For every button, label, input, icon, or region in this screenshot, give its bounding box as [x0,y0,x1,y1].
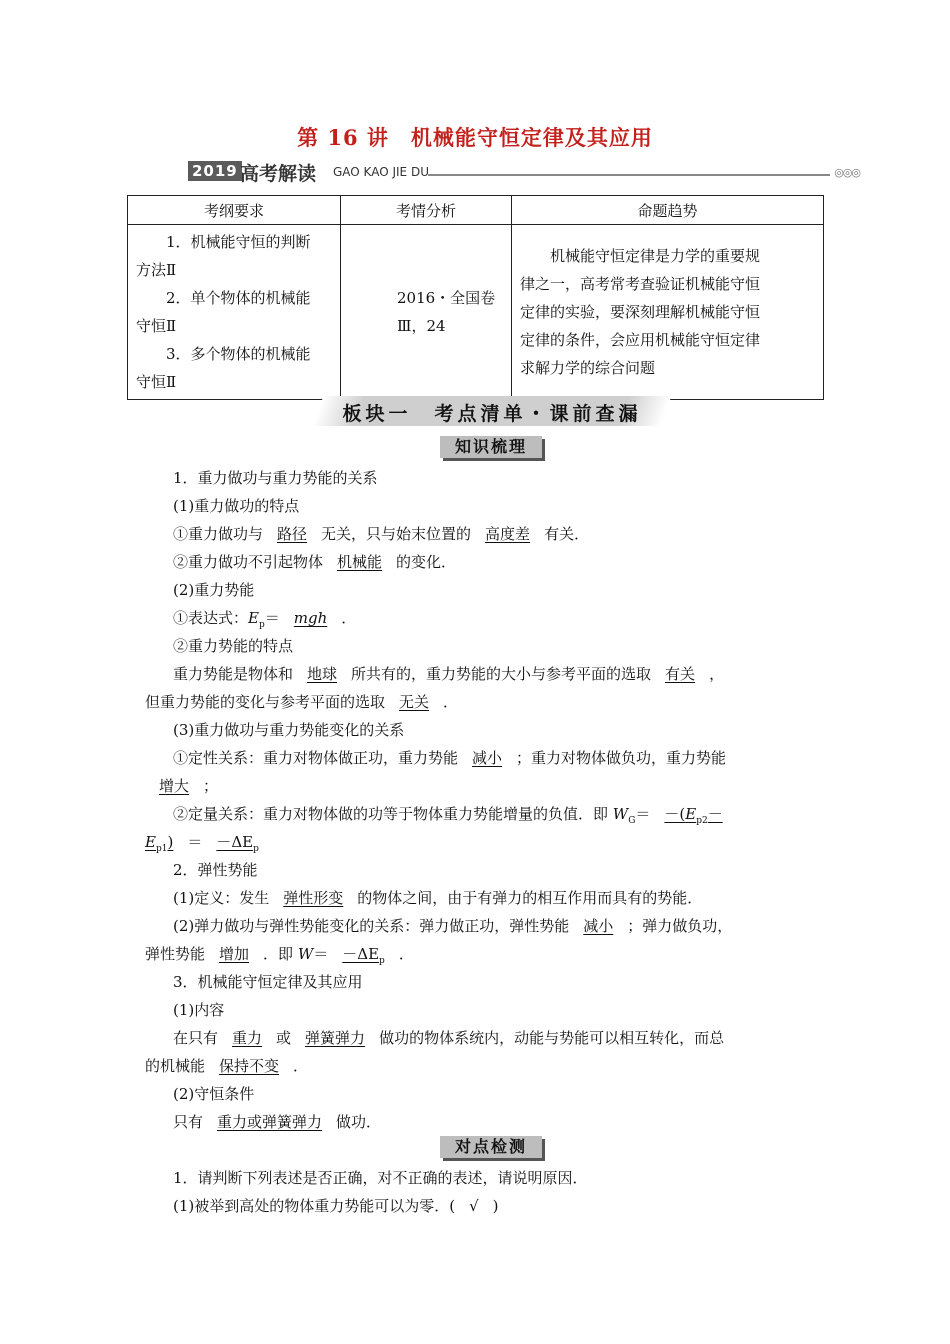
text-line: 1．重力做功与重力势能的关系 [173,469,378,487]
analysis-line: Ⅲ，24 [397,317,446,335]
blank-answer: 重力或弹簧弹力 [217,1113,323,1131]
trend-line: 定律的条件，会应用机械能守恒定律 [520,331,761,349]
header-analysis: 考情分析 [341,196,512,225]
section-banner [188,160,860,184]
header-trend: 命题趋势 [512,196,824,225]
banner-rule [428,174,830,176]
blank-answer: 增大 [159,777,190,795]
trend-line: 定律的实验，要深刻理解机械能守恒 [520,303,761,321]
check-mark: √ [469,1197,479,1215]
knowledge-pill: 知识梳理 [440,436,542,458]
analysis-cell [341,225,512,400]
trend-cell [512,225,824,400]
blank-answer: $-(E_{p2}-$ [664,805,723,826]
blank-answer: $E_{p1}$) [145,833,174,854]
text-line: ①表达式：$E_p=$ mgh ． [173,609,357,630]
req-line: 1．机械能守恒的判断 [166,233,311,251]
text-line: 在只有 重力 或 弹簧弹力 做功的物体系统内，动能与势能可以相互转化，而总 [173,1029,725,1047]
header-requirements: 考纲要求 [128,196,341,225]
text-line: (1)内容 [173,1001,225,1019]
section-heading [318,396,666,426]
text-line: (2)弹力做功与弹性势能变化的关系：弹力做正功，弹性势能 减小 ；弹力做负功， [173,917,733,935]
text-line: 增大 ； [145,776,218,796]
blank-answer: 重力 [232,1029,263,1047]
blank-answer: 高度差 [485,525,531,543]
text-line: ②定量关系：重力对物体做的功等于物体重力势能增量的负值．即 $W_G= -(E_{p2}-$ [173,805,723,826]
section-heading-text: 板块一 考点清单・课前查漏 [342,403,642,425]
text-line: 2．弹性势能 [173,861,258,879]
req-line: 守恒Ⅱ [136,373,177,391]
text-line: 的机械能 保持不变 ． [145,1057,309,1075]
text-line: ②重力势能的特点 [173,637,294,655]
requirements-cell [128,225,341,400]
blank-answer: 地球 [307,665,338,683]
blank-answer: 有关 [665,665,696,683]
trend-line: 求解力学的综合问题 [520,359,656,377]
blank-answer: $-\Delta E_p$ [216,833,259,854]
blank-answer: mgh [293,609,328,627]
blank-answer: 路径 [277,525,308,543]
blank-answer: 弹簧弹力 [305,1029,366,1047]
text-line: (2)重力势能 [173,581,255,599]
req-line: 方法Ⅱ [136,261,177,279]
dots-icon: ◎◎◎ [834,166,860,179]
text-line: ①重力做功与 路径 无关，只与始末位置的 高度差 有关． [173,525,590,543]
banner-year: 2019 [188,161,242,181]
blank-answer: 无关 [399,693,430,711]
req-line: 2．单个物体的机械能 [166,289,311,307]
blank-answer: $-\Delta E_p$ [342,945,385,966]
text-line: 1．请判断下列表述是否正确，对不正确的表述，请说明原因． [173,1169,588,1187]
text-line: 重力势能是物体和 地球 所共有的，重力势能的大小与参考平面的选取 有关 ， [173,665,725,683]
check-pill: 对点检测 [440,1136,542,1158]
banner-subtitle: GAO KAO JIE DU [333,165,429,179]
text-line: 但重力势能的变化与参考平面的选取 无关 ． [145,693,459,711]
text-line: ①定性关系：重力对物体做正功，重力势能 减小 ；重力对物体做负功，重力势能 [173,749,727,767]
text-line: (2)守恒条件 [173,1085,255,1103]
text-line: (3)重力做功与重力势能变化的关系 [173,721,405,739]
req-line: 守恒Ⅱ [136,317,177,335]
text-line: (1)重力做功的特点 [173,497,300,515]
text-line: (1)定义：发生 弹性形变 的物体之间，由于有弹力的相互作用而具有的势能． [173,889,703,907]
trend-line: 机械能守恒定律是力学的重要规 [550,247,761,265]
trend-line: 律之一，高考常考查验证机械能守恒 [520,275,761,293]
requirements-table [127,195,824,400]
req-line: 3．多个物体的机械能 [166,345,311,363]
blank-answer: 机械能 [337,553,383,571]
text-line: $E_{p1}) = -\Delta E_p$ [145,832,273,859]
text-line: ②重力做功不引起物体 机械能 的变化． [173,553,457,571]
blank-answer: 减小 [583,917,614,935]
text-line: 弹性势能 增加 ．即 $W= -\Delta E_p$ ． [145,945,414,966]
text-line: 3．机械能守恒定律及其应用 [173,973,363,991]
page-title: 第 16 讲 机械能守恒定律及其应用 [297,125,653,150]
blank-answer: 弹性形变 [283,889,344,907]
analysis-line: 2016・全国卷 [397,289,496,307]
text-line: (1)被举到高处的物体重力势能可以为零．( √ ) [173,1197,499,1215]
blank-answer: 增加 [219,945,250,963]
text-line: 只有 重力或弹簧弹力 做功． [173,1113,382,1131]
blank-answer: 减小 [472,749,503,767]
banner-title: 高考解读 [240,163,317,185]
blank-answer: 保持不变 [219,1057,280,1075]
